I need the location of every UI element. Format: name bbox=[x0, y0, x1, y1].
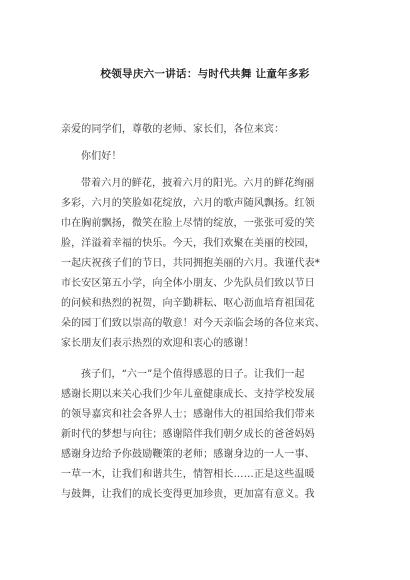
paragraph1-line: 市长安区第五小学，向全体小朋友、少先队员们致以节日 bbox=[61, 278, 315, 289]
paragraph1-line: 的问候和热烈的祝贺，向辛勤耕耘、呕心沥血培育祖国花 bbox=[61, 298, 315, 309]
greeting: 你们好！ bbox=[81, 151, 122, 162]
paragraph2-line: 孩子们，“六一”是个值得感恩的日子。让我们一起 bbox=[81, 369, 305, 380]
paragraph1-line: 脸，洋溢着幸福的快乐。今天，我们欢聚在美丽的校园， bbox=[61, 238, 315, 249]
paragraph2-line: 感谢长期以来关心我们少年儿童健康成长、支持学校发展 bbox=[61, 389, 315, 400]
document-title: 校领导庆六一讲话：与时代共舞 让童年多彩 bbox=[100, 68, 310, 80]
paragraph2-line: 与鼓舞，让我们的成长变得更加珍贵，更加富有意义。我 bbox=[61, 489, 315, 500]
paragraph2-line: 感谢身边给予你鼓励鞭策的老师；感谢身边的一人一事、 bbox=[61, 449, 315, 460]
paragraph1-line: 带着六月的鲜花，披着六月的阳光。六月的鲜花绚丽 bbox=[81, 178, 315, 189]
paragraph1-line: 一起庆祝孩子们的节日，共同拥抱美丽的六月。我谨代表* bbox=[61, 258, 320, 269]
paragraph2-line: 一草一木，让我们和谐共生，情智相长……正是这些温暖 bbox=[61, 469, 315, 480]
paragraph2-line: 新时代的梦想与向往；感谢陪伴我们朝夕成长的爸爸妈妈 bbox=[61, 429, 315, 440]
paragraph1-line: 朵的园丁们致以崇高的敬意！对今天亲临会场的各位来宾、 bbox=[61, 318, 325, 329]
salutation: 亲爱的同学们，尊敬的老师、家长们，各位来宾： bbox=[61, 124, 285, 135]
paragraph2-line: 的领导嘉宾和社会各界人士；感谢伟大的祖国给我们带来 bbox=[61, 409, 315, 420]
paragraph1-line: 巾在胸前飘扬，微笑在脸上尽情的绽放，一张张可爱的笑 bbox=[61, 218, 315, 229]
paragraph1-line: 多彩，六月的笑脸如花绽放，六月的歌声随风飘扬。红领 bbox=[61, 198, 315, 209]
paragraph1-line: 家长朋友们表示热烈的欢迎和衷心的感谢！ bbox=[61, 338, 254, 349]
